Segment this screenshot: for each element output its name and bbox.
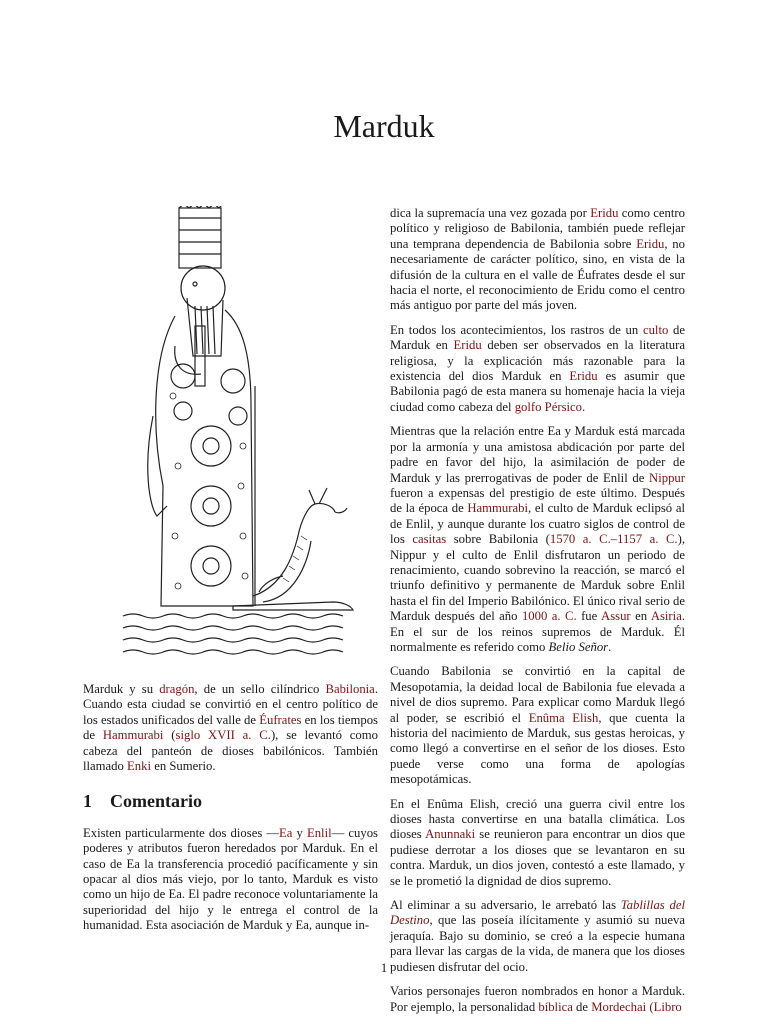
link-eufrates[interactable]: Éufrates xyxy=(259,712,302,727)
marduk-engraving-icon xyxy=(83,206,378,672)
link-dragon[interactable]: dragón xyxy=(159,682,195,696)
paragraph-5: En el Enûma Elish, creció una guerra civil entre los dioses hasta convertirse en una batalla climática. Los dioses Anunnaki se reunieron para encontrar un dios que pudiese derrotar a los dioses que se levantaron en su contra. Marduk, un dios joven, contestó a este llamado, y se le prometió la dignidad de dios supremo. xyxy=(390,796,685,888)
page-number: 1 xyxy=(380,960,388,975)
section-title: Comentario xyxy=(110,791,202,812)
link-ea[interactable]: Ea xyxy=(279,825,293,840)
link-nippur[interactable]: Nippur xyxy=(649,470,685,485)
page-title: Marduk xyxy=(333,108,435,144)
link-anunnaki[interactable]: Anunnaki xyxy=(425,827,476,842)
section-number: 1 xyxy=(83,791,92,812)
paragraph-6: Al eliminar a su adversario, le arrebató las Tablillas del Destino, que las poseía ilícitamente y asumió su nueva jeraquía. Bajo su dominio, se creó a la especie humana para llevar las cargas de la vida, de manera que los dioses pudiesen disfrutar del ocio. xyxy=(390,898,685,974)
left-column xyxy=(83,206,378,943)
link-enlil[interactable]: Enlil xyxy=(306,825,332,840)
link-babilonia[interactable]: Babilonia xyxy=(325,682,375,696)
paragraph-7: Varios personajes fueron nombrados en honor a Marduk. Por ejemplo, la personalidad bíblica de Mordechai (Libro xyxy=(390,984,685,1014)
link-eridu-2[interactable]: Eridu xyxy=(636,236,665,251)
link-eridu[interactable]: Eridu xyxy=(590,206,619,220)
paragraph-2: En todos los acontecimientos, los rastros de un culto de Marduk en Eridu deben ser observados en la literatura religiosa, y la explicación más razonable para la existencia del dios Marduk en Eridu es asumir que Babilonia pagó de esta manera su homenaje hacia la vieja ciudad como cabeza del golfo Pérsico. xyxy=(390,322,685,414)
link-mordechai[interactable]: Mordechai xyxy=(591,999,647,1014)
paragraph-left: Existen particularmente dos dioses —Ea y Enlil— cuyos poderes y atributos fueron heredados por Marduk. En el caso de Ea la transferencia procedió pacíficamente y sin opacar al dios más viejo, por lo tanto, Marduk es visto como un hijo de Ea. El padre reconoce voluntariamente la superioridad del hijo y le entrega el control de la humanidad. Esta asociación de Marduk y Ea, aunque in- xyxy=(83,825,378,933)
link-siglo-xvii[interactable]: siglo XVII a. C. xyxy=(175,728,271,743)
link-culto[interactable]: culto xyxy=(642,322,669,337)
link-asiria[interactable]: Asiria xyxy=(650,609,682,624)
link-biblica[interactable]: bíblica xyxy=(538,999,573,1014)
link-1157[interactable]: 1157 a. C. xyxy=(617,532,678,547)
link-hammurabi-2[interactable]: Hammurabi xyxy=(467,501,528,516)
link-enki[interactable]: Enki xyxy=(127,759,152,774)
link-enuma-elish[interactable]: Enûma Elish xyxy=(528,710,599,725)
link-hammurabi[interactable]: Hammurabi xyxy=(102,728,164,743)
link-eridu-3[interactable]: Eridu xyxy=(453,338,482,353)
link-assur[interactable]: Assur xyxy=(601,609,631,624)
link-eridu-4[interactable]: Eridu xyxy=(569,369,598,384)
paragraph-3: Mientras que la relación entre Ea y Marduk está marcada por la armonía y una amistosa abdicación por parte del padre en favor del hijo, la asimilación de poder de Marduk y las prerrogativas de poder de Enlil de Nippur fueron a expensas del prestigio de este último. Después de la época de Hammurabi, el culto de Marduk eclipsó al de Enlil, y aunque durante los cuatro siglos de control de los casitas sobre Babilonia (1570 a. C.–1157 a. C.), Nippur y el culto de Enlil disfrutaron un periodo de renacimiento, cuando sobrevino la reacción, se marcó el triunfo definitivo y permanente de Marduk sobre Enlil hasta el fin del Imperio Babilónico. El único rival serio de Marduk después del año 1000 a. C. fue Assur en Asiria. En el sur de los reinos supremos de Marduk. Él normalmente es referido como Belio Señor. xyxy=(390,424,685,654)
right-column xyxy=(390,206,685,1024)
link-libro[interactable]: (Libro xyxy=(649,999,682,1014)
link-1000[interactable]: 1000 a. C. xyxy=(521,609,577,624)
link-1570[interactable]: 1570 a. C. xyxy=(549,532,611,547)
link-golfo-persico[interactable]: golfo Pérsico xyxy=(514,399,583,414)
section-heading xyxy=(83,791,378,812)
link-tablillas[interactable]: Tablillas del Destino xyxy=(390,898,685,928)
marduk-figure-image xyxy=(83,206,378,672)
figure-caption: Marduk y su dragón, de un sello cilíndrico Babilonia. Cuando esta ciudad se convirtió en el centro político de los estados unificados del valle de Éufrates en los tiempos de Hammurabi (siglo XVII a. C.), se levantó como cabeza del panteón de dioses babilónicos. También llamado Enki en Sumerio. xyxy=(83,682,378,774)
paragraph-1: dica la supremacía una vez gozada por Eridu como centro político y religioso de Babilonia, también puede reflejar una temprana dependencia de Babilonia sobre Eridu, no necesariamente de carácter político, sino, en vista de la difusión de la cultura en el valle de Éufrates desde el sur hacia el norte, el reconocimiento de Eridu como el centro más antiguo por parte del más joven. xyxy=(390,206,685,313)
link-casitas[interactable]: casitas xyxy=(412,532,447,547)
paragraph-4: Cuando Babilonia se convirtió en la capital de Mesopotamia, la deidad local de Babilonia fue elevada a nivel de dios supremo. Para explicar como Marduk llegó al poder, se escribió el Enûma Elish, que cuenta la historia del nacimiento de Marduk, sus gestas heroicas, y como llegó a convertirse en el señor de los dioses. Esto puede verse como una forma de apologías mesopotámicas. xyxy=(390,664,685,787)
